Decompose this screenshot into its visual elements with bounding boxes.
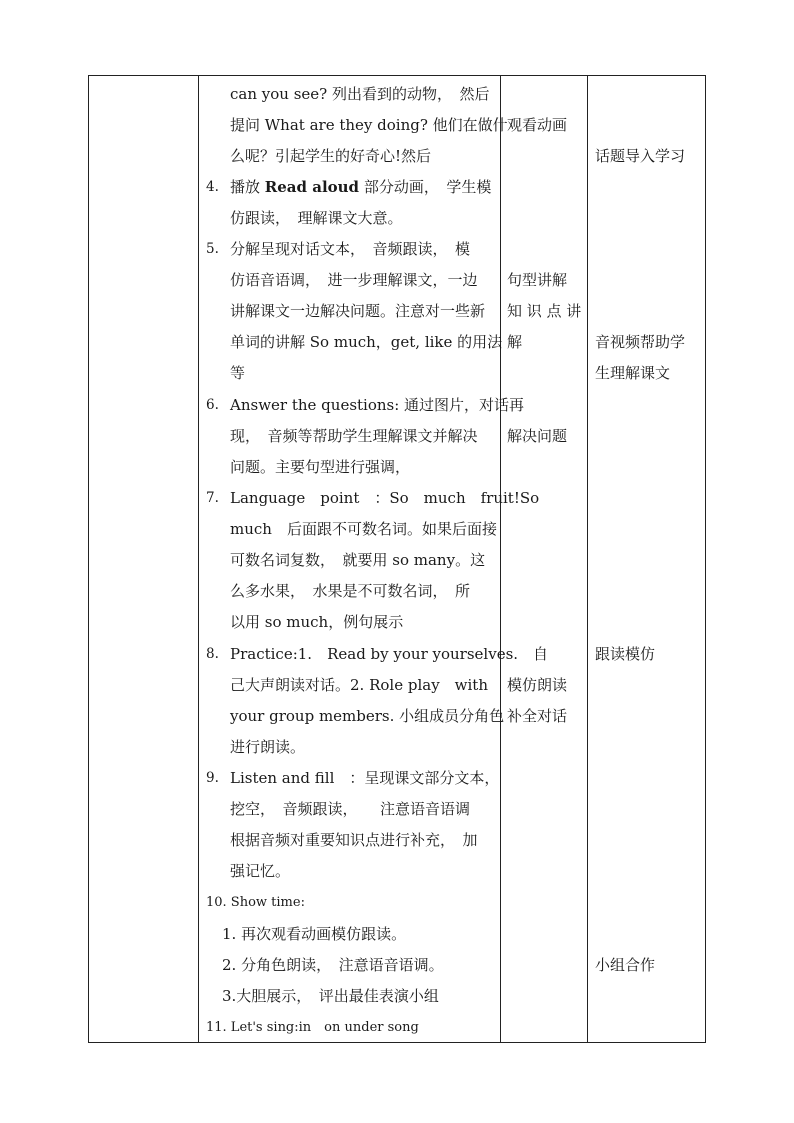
step-number: 5. (206, 241, 219, 257)
table-divider (500, 75, 501, 1043)
activity-line: 仿跟读， 理解课文大意。 (230, 209, 403, 227)
step-number: 4. (206, 179, 219, 195)
activity-line: Answer the questions: 通过图片，对话再 (230, 396, 525, 414)
activity-line: Practice:1. Read by your yourselves. 自 (230, 645, 549, 663)
activity-line: 仿语音语调， 进一步理解课文，一边 (230, 271, 478, 289)
step-number: 6. (206, 397, 219, 413)
activity-line: 己大声朗读对话。2. Role play with (230, 676, 488, 694)
activity-line: 11. Let's sing:in on under song (206, 1020, 419, 1035)
activity-line: 提问 What are they doing? 他们在做什 (230, 116, 508, 134)
student-activity: 观看动画 (507, 116, 568, 134)
design-intent: 跟读模仿 (595, 645, 656, 663)
student-activity: 补全对话 (507, 707, 568, 725)
design-intent: 生理解课文 (595, 364, 671, 382)
activity-line: Language point ：So much fruit!So (230, 489, 540, 507)
activity-line: Listen and fill ：呈现课文部分文本， (230, 769, 500, 787)
activity-line: 强记忆。 (230, 862, 291, 880)
design-intent: 音视频帮助学 (595, 333, 686, 351)
activity-line: much 后面跟不可数名词。如果后面接 (230, 520, 497, 538)
activity-line: 问题。主要句型进行强调， (230, 458, 411, 476)
activity-line: your group members. 小组成员分角色 (230, 707, 505, 725)
activity-line: 分解呈现对话文本， 音频跟读， 模 (230, 240, 471, 258)
activity-line: 1. 再次观看动画模仿跟读。 (222, 925, 407, 943)
activity-line: 么呢？引起学生的好奇心!然后 (230, 147, 432, 165)
activity-line: 10. Show time: (206, 895, 305, 910)
activity-line: 挖空， 音频跟读， 注意语音语调 (230, 800, 471, 818)
student-activity: 模仿朗读 (507, 676, 568, 694)
activity-line: 进行朗读。 (230, 738, 306, 756)
activity-line: 单词的讲解 So much，get, like 的用法 (230, 333, 503, 351)
step-number: 7. (206, 490, 219, 506)
activity-line: 根据音频对重要知识点进行补充， 加 (230, 831, 478, 849)
activity-line: 可数名词复数， 就要用 so many。这 (230, 551, 486, 569)
activity-line: 以用 so much，例句展示 (230, 613, 404, 631)
activity-line: 3.大胆展示， 评出最佳表演小组 (222, 987, 439, 1005)
activity-line: 等 (230, 364, 246, 382)
table-divider (587, 75, 588, 1043)
student-activity: 知 识 点 讲 (507, 302, 582, 320)
activity-line: 讲解课文一边解决问题。注意对一些新 (230, 302, 486, 320)
student-activity: 句型讲解 (507, 271, 568, 289)
activity-line: 现， 音频等帮助学生理解课文并解决 (230, 427, 478, 445)
step-number: 9. (206, 770, 219, 786)
design-intent: 话题导入学习 (595, 147, 686, 165)
activity-line: can you see? 列出看到的动物， 然后 (230, 85, 490, 103)
table-divider (198, 75, 199, 1043)
activity-line: 么多水果， 水果是不可数名词， 所 (230, 582, 471, 600)
student-activity: 解决问题 (507, 427, 568, 445)
activity-line: 2. 分角色朗读， 注意语音语调。 (222, 956, 444, 974)
student-activity: 解 (507, 333, 523, 351)
step-number: 8. (206, 646, 219, 662)
activity-line: 播放 Read aloud 部分动画， 学生模 (230, 178, 492, 196)
design-intent: 小组合作 (595, 956, 656, 974)
